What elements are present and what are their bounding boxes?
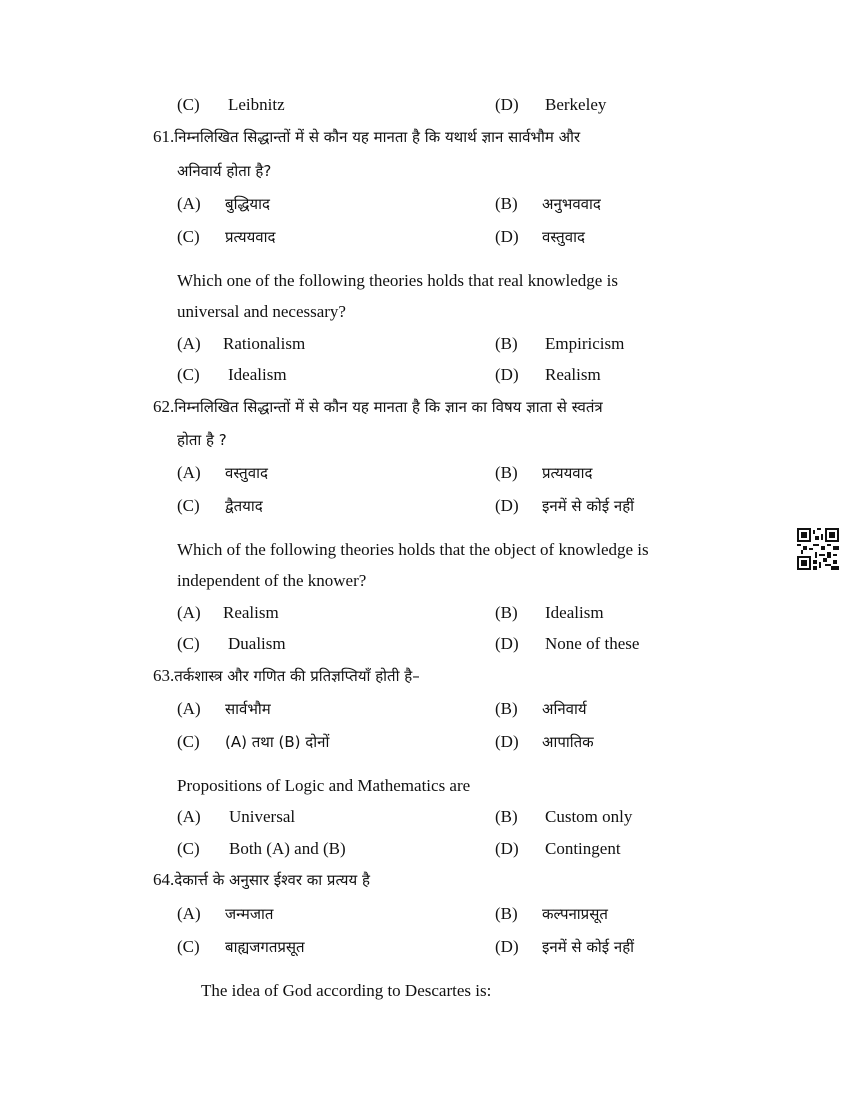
question-64-hindi: 64.देकार्त्त के अनुसार ईश्वर का प्रत्यय है xyxy=(153,870,370,889)
question-62-hindi: 62.निम्नलिखित सिद्धान्तों में से कौन यह मानता है कि ज्ञान का विषय ज्ञाता से स्वतंत्र xyxy=(153,397,603,416)
question-61-hindi-cont: अनिवार्य होता है? xyxy=(177,162,272,180)
qr-code-icon xyxy=(797,528,839,570)
question-61-hindi: 61.निम्नलिखित सिद्धान्तों में से कौन यह मानता है कि यथार्थ ज्ञान सार्वभौम और xyxy=(153,127,581,146)
question-61-english-cont: universal and necessary? xyxy=(177,302,346,321)
question-63-english: Propositions of Logic and Mathematics are xyxy=(177,776,471,795)
question-64-english: The idea of God according to Descartes is: xyxy=(201,981,492,1000)
question-62-english: Which of the following theories holds that the object of knowledge is xyxy=(177,540,649,559)
question-61-english: Which one of the following theories holds that real knowledge is xyxy=(177,271,618,290)
question-63-hindi: 63.तर्कशास्त्र और गणित की प्रतिज्ञप्तियाँ होती है– xyxy=(153,666,420,685)
question-62-english-cont: independent of the knower? xyxy=(177,571,367,590)
question-62-hindi-cont: होता है ? xyxy=(177,431,227,449)
